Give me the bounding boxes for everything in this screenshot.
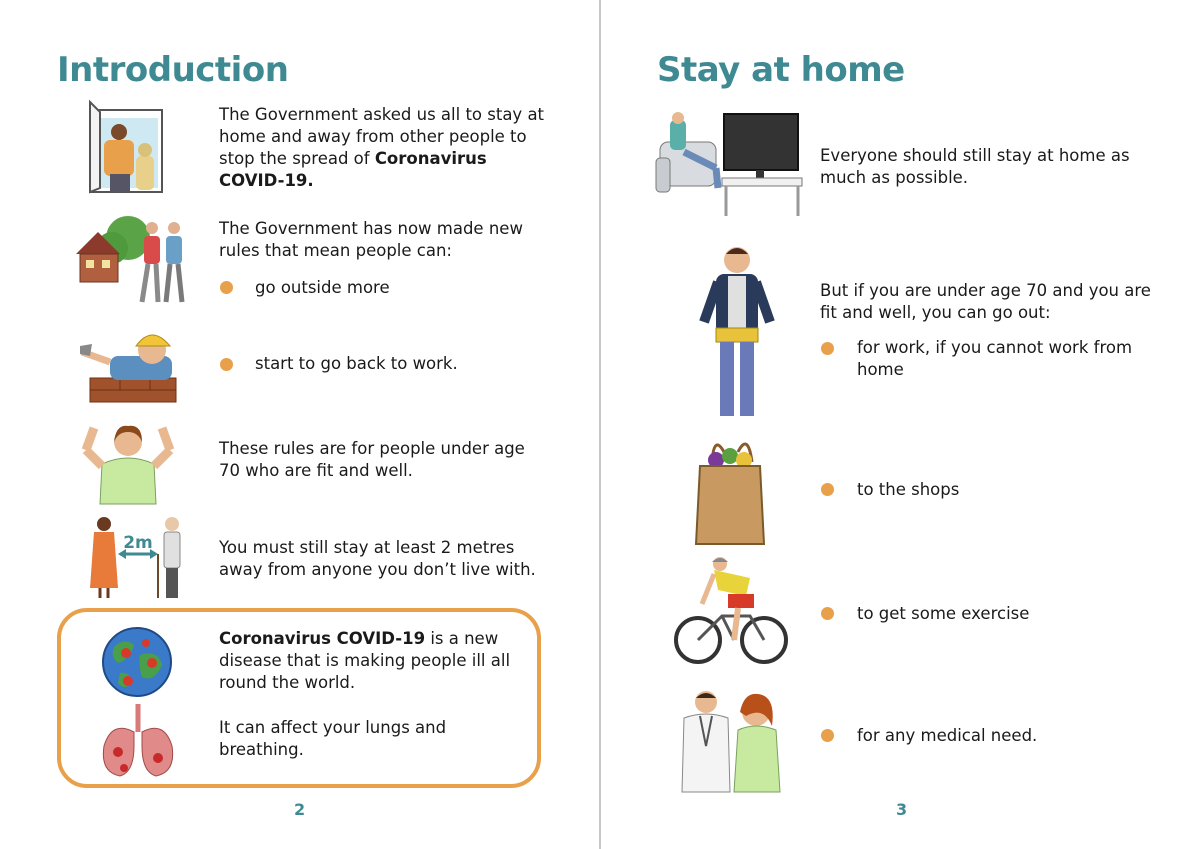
bullet-for-work: for work, if you cannot work from home — [857, 338, 1133, 379]
page-number-left: 2 — [294, 800, 306, 819]
bullet-medical-need: for any medical need. — [857, 726, 1038, 745]
page-title-stay-at-home: Stay at home — [657, 50, 905, 90]
shopping-bag-illustration — [694, 432, 766, 546]
page-number-right: 3 — [896, 800, 908, 819]
person-watching-tv-illustration — [656, 112, 804, 218]
bullet-dot — [220, 358, 233, 371]
bullet-go-outside: go outside more — [255, 278, 390, 297]
distance-label: 2m — [123, 533, 153, 553]
intro-paragraph-4: You must still stay at least 2 metres away from anyone you don’t live with. — [219, 538, 536, 579]
callout-paragraph-1: Coronavirus COVID-19 is a new disease that is making people ill all round the world. — [219, 629, 511, 692]
bullet-dot — [821, 729, 834, 742]
doctor-and-patient-illustration — [676, 686, 786, 792]
bullet-shops: to the shops — [857, 480, 960, 499]
lungs-virus-icon — [98, 702, 178, 778]
intro-paragraph-3: These rules are for people under age 70 who are fit and well. — [219, 439, 525, 480]
stay-paragraph-2: But if you are under age 70 and you are fit and well, you can go out: — [820, 281, 1151, 322]
callout-paragraph-2: It can affect your lungs and breathing. — [219, 718, 447, 759]
builder-at-work-illustration — [80, 322, 180, 404]
page-title-introduction: Introduction — [57, 50, 289, 90]
cyclist-illustration — [674, 556, 788, 666]
person-at-window-illustration — [88, 100, 168, 194]
stay-paragraph-1: Everyone should still stay at home as much as possible. — [820, 146, 1130, 187]
intro-paragraph-1: The Government asked us all to stay at home and away from other people to stop the spread of Coronavirus COVID-19. — [219, 105, 545, 190]
bullet-dot — [821, 483, 834, 496]
globe-virus-icon — [100, 625, 174, 699]
people-walking-outside-illustration — [72, 214, 190, 308]
page-divider — [599, 0, 601, 849]
bullet-dot — [821, 342, 834, 355]
bullet-dot — [821, 607, 834, 620]
bullet-exercise: to get some exercise — [857, 604, 1030, 623]
worker-with-tool-belt-illustration — [700, 242, 774, 418]
intro-paragraph-2: The Government has now made new rules that mean people can: — [219, 219, 523, 260]
bullet-back-to-work: start to go back to work. — [255, 354, 458, 373]
bullet-dot — [220, 281, 233, 294]
fit-woman-flexing-illustration — [80, 420, 176, 506]
two-metres-distance-illustration — [90, 514, 186, 600]
